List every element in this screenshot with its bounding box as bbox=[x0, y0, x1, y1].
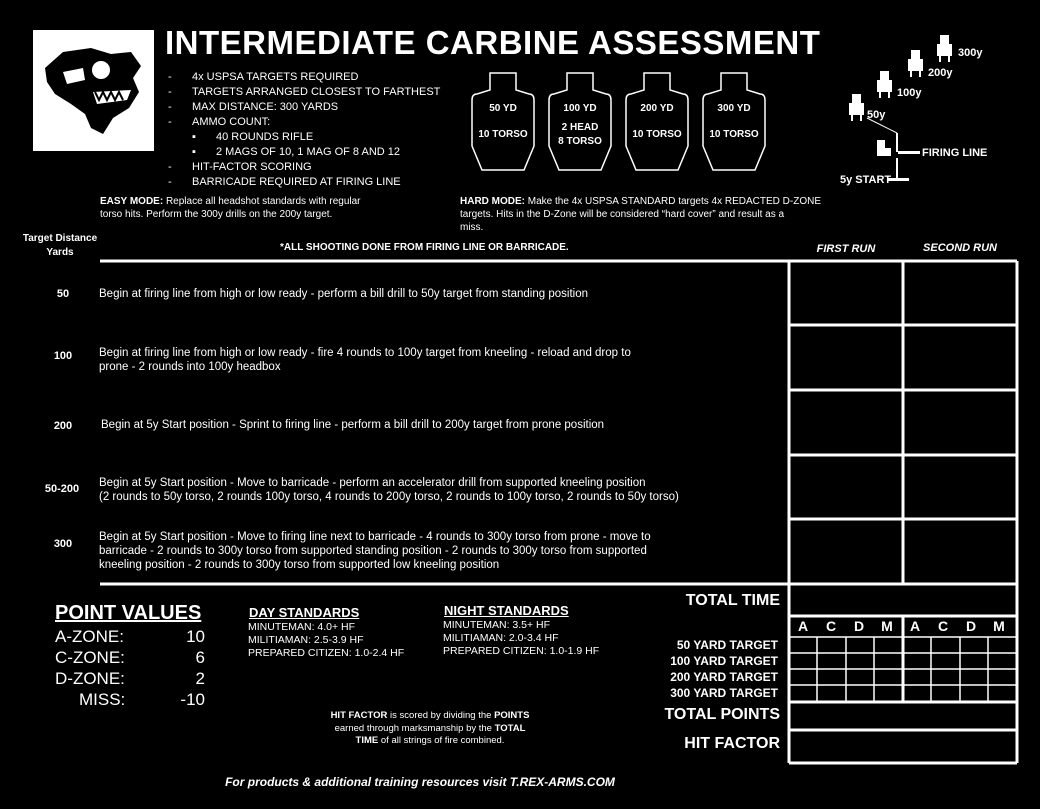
target-100yd: 100 YD 2 HEAD 8 TORSO bbox=[545, 72, 615, 172]
first-run-cell-200[interactable] bbox=[791, 392, 901, 453]
firing-line-label: FIRING LINE bbox=[922, 147, 988, 159]
point-row: D-ZONE: 2 bbox=[55, 669, 205, 688]
hit-factor-note: HIT FACTOR is scored by dividing the POINTS earned through marksmanship by the TOTAL TIME of all strings of fire combined. bbox=[330, 710, 530, 746]
point-row: A-ZONE: 10 bbox=[55, 627, 205, 646]
hit-factor-cell[interactable] bbox=[791, 732, 1015, 761]
start-label: 5y START bbox=[840, 174, 892, 186]
score-row-50: 50 YARD TARGET bbox=[676, 638, 778, 652]
map-300y-label: 300y bbox=[958, 47, 983, 59]
list-item: - TARGETS ARRANGED CLOSEST TO FARTHEST bbox=[168, 86, 441, 98]
stage-description: Begin at 5y Start position - Move to barricade - perform an accelerator drill from supported kneeling position (2 rounds to 50y torso, 2 rounds 100y torso, 4 rounds to 200y torso, 2 rounds to 100y torso, 2 rounds to 50y torso) bbox=[99, 477, 679, 503]
stage-yards: 200 bbox=[53, 420, 73, 432]
day-standards-list: MINUTEMAN: 4.0+ HF MILITIAMAN: 2.5-3.9 HF PREPARED CITIZEN: 1.0-2.4 HF bbox=[248, 621, 405, 659]
first-run-header: FIRST RUN bbox=[816, 243, 876, 255]
second-run-cell-50[interactable] bbox=[905, 263, 1015, 324]
point-row: C-ZONE: 6 bbox=[55, 648, 205, 667]
point-values-table bbox=[55, 627, 205, 711]
list-item: - BARRICADE REQUIRED AT FIRING LINE bbox=[168, 176, 401, 188]
second-run-cell-50-200[interactable] bbox=[905, 457, 1015, 517]
stage-yards: 50 bbox=[56, 288, 70, 300]
map-100y-label: 100y bbox=[897, 87, 922, 99]
first-run-cell-50[interactable] bbox=[791, 263, 901, 324]
target-200yd: 200 YD 10 TORSO bbox=[622, 72, 692, 172]
second-run-cell-100[interactable] bbox=[905, 327, 1015, 388]
footer-text: For products & additional training resources visit T.REX-ARMS.COM bbox=[225, 775, 615, 789]
firing-line-note: *ALL SHOOTING DONE FROM FIRING LINE OR BARRICADE. bbox=[280, 242, 569, 253]
first-run-cell-50-200[interactable] bbox=[791, 457, 901, 517]
list-item: - AMMO COUNT: bbox=[168, 116, 271, 128]
point-row: MISS: -10 bbox=[79, 690, 205, 709]
night-standards-list: MINUTEMAN: 3.5+ HF MILITIAMAN: 2.0-3.4 HF PREPARED CITIZEN: 1.0-1.9 HF bbox=[443, 619, 600, 657]
stage-description: Begin at firing line from high or low ready - perform a bill drill to 50y target from standing position bbox=[99, 288, 588, 300]
score-row-100: 100 YARD TARGET bbox=[670, 654, 778, 668]
second-run-cell-200[interactable] bbox=[905, 392, 1015, 453]
score-row-300: 300 YARD TARGET bbox=[670, 686, 778, 700]
target-50yd: 50 YD 10 TORSO bbox=[468, 72, 538, 172]
total-time-label: TOTAL TIME bbox=[685, 592, 780, 609]
point-values-title: POINT VALUES bbox=[55, 602, 202, 624]
stage-description: Begin at 5y Start position - Move to firing line next to barricade - 4 rounds to 300y torso from prone - move to barricade - 2 rounds to 300y torso from supported standing position - 2 rounds to 300y torso from supported kneeling position - 2 rounds to 300y torso from supported low kneeling position bbox=[99, 531, 651, 571]
list-item: ▪ 2 MAGS OF 10, 1 MAG OF 8 AND 12 bbox=[192, 146, 401, 158]
first-run-cell-100[interactable] bbox=[791, 327, 901, 388]
stage-description: Begin at 5y Start position - Sprint to firing line - perform a bill drill to 200y target from prone position bbox=[101, 419, 605, 431]
stage-yards: 300 bbox=[53, 538, 73, 550]
second-run-header: SECOND RUN bbox=[923, 242, 997, 254]
hit-factor-label: HIT FACTOR bbox=[684, 735, 780, 752]
stage-yards: 50-200 bbox=[44, 483, 80, 495]
page-title: INTERMEDIATE CARBINE ASSESSMENT bbox=[165, 24, 821, 61]
total-time-cell[interactable] bbox=[791, 586, 1015, 614]
score-row-200: 200 YARD TARGET bbox=[670, 670, 778, 684]
list-item: - MAX DISTANCE: 300 YARDS bbox=[168, 101, 339, 113]
list-item: - HIT-FACTOR SCORING bbox=[168, 161, 312, 173]
hard-mode-note: HARD MODE: Make the 4x USPSA STANDARD targets 4x REDACTED D-ZONE targets. Hits in the D-Zone will be considered “hard cover” and result as a miss. bbox=[460, 196, 822, 233]
list-item: ▪ 40 ROUNDS RIFLE bbox=[192, 131, 314, 143]
easy-mode-note: EASY MODE: Replace all headshot standards with regular torso hits. Perform the 300y drills on the 200y target. bbox=[100, 196, 361, 220]
stage-yards: 100 bbox=[53, 350, 73, 362]
night-standards-title: NIGHT STANDARDS bbox=[444, 603, 569, 618]
stage-description: Begin at firing line from high or low ready - fire 4 rounds to 100y target from kneeling - reload and drop to prone - 2 rounds into 100y headbox bbox=[99, 347, 631, 373]
second-run-cell-300[interactable] bbox=[905, 521, 1015, 582]
distance-column-header: Target Distance Yards bbox=[22, 233, 98, 258]
total-points-cell[interactable] bbox=[791, 704, 1015, 728]
first-run-cell-300[interactable] bbox=[791, 521, 901, 582]
list-item: - 4x USPSA TARGETS REQUIRED bbox=[168, 71, 359, 83]
target-300yd: 300 YD 10 TORSO bbox=[699, 72, 769, 172]
map-50y-label: 50y bbox=[867, 109, 886, 121]
map-200y-label: 200y bbox=[928, 67, 953, 79]
day-standards-title: DAY STANDARDS bbox=[249, 605, 360, 620]
total-points-label: TOTAL POINTS bbox=[664, 706, 780, 723]
zone-letter-header: A C D M A C D M bbox=[797, 618, 1005, 634]
